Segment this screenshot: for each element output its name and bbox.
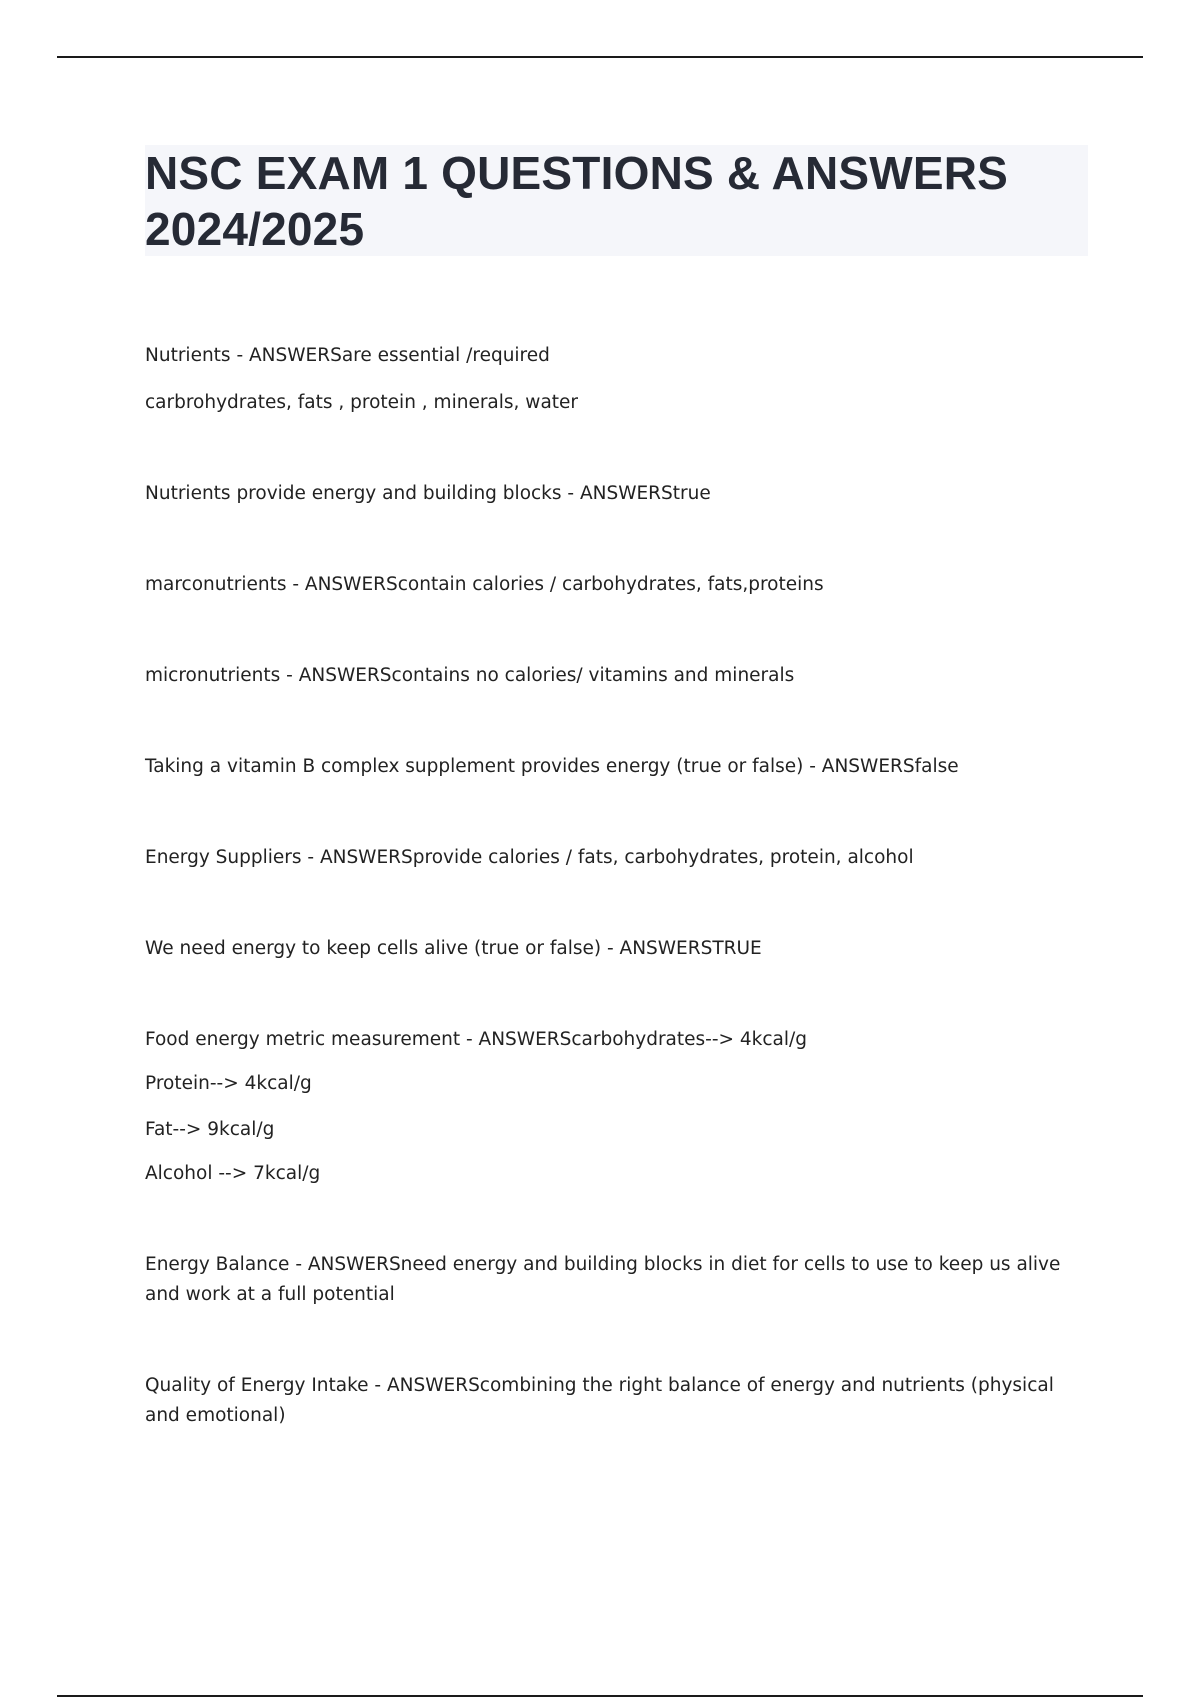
- top-rule: [57, 56, 1143, 58]
- title-line-1: NSC EXAM 1 QUESTIONS & ANSWERS: [145, 147, 1009, 199]
- qa-item-line: carbrohydrates, fats , protein , minerals, water: [145, 392, 579, 413]
- qa-item-line: Fat--> 9kcal/g: [145, 1119, 275, 1140]
- qa-item-line: Food energy metric measurement - ANSWERScarbohydrates--> 4kcal/g: [145, 1029, 808, 1050]
- qa-item-line: micronutrients - ANSWERScontains no calories/ vitamins and minerals: [145, 665, 795, 686]
- qa-item-line: We need energy to keep cells alive (true or false) - ANSWERSTRUE: [145, 938, 762, 959]
- qa-item-line: Energy Suppliers - ANSWERSprovide calories / fats, carbohydrates, protein, alcohol: [145, 847, 914, 868]
- qa-item-line: marconutrients - ANSWERScontain calories / carbohydrates, fats,proteins: [145, 574, 824, 595]
- qa-item-line: Nutrients provide energy and building blocks - ANSWERStrue: [145, 483, 711, 504]
- page-title: [145, 145, 1088, 257]
- qa-item-line: Energy Balance - ANSWERSneed energy and building blocks in diet for cells to use to keep us alive and work at a full potential: [145, 1254, 1061, 1305]
- qa-item-line: Protein--> 4kcal/g: [145, 1073, 312, 1094]
- qa-item-line: Nutrients - ANSWERSare essential /required: [145, 345, 550, 366]
- qa-item-line: Quality of Energy Intake - ANSWERScombining the right balance of energy and nutrients (physical and emotional): [145, 1375, 1054, 1426]
- title-banner: [145, 145, 1088, 256]
- bottom-rule: [57, 1695, 1143, 1697]
- qa-item-line: Alcohol --> 7kcal/g: [145, 1163, 321, 1184]
- qa-item-line: Taking a vitamin B complex supplement provides energy (true or false) - ANSWERSfalse: [145, 756, 959, 777]
- title-line-2: 2024/2025: [145, 203, 365, 255]
